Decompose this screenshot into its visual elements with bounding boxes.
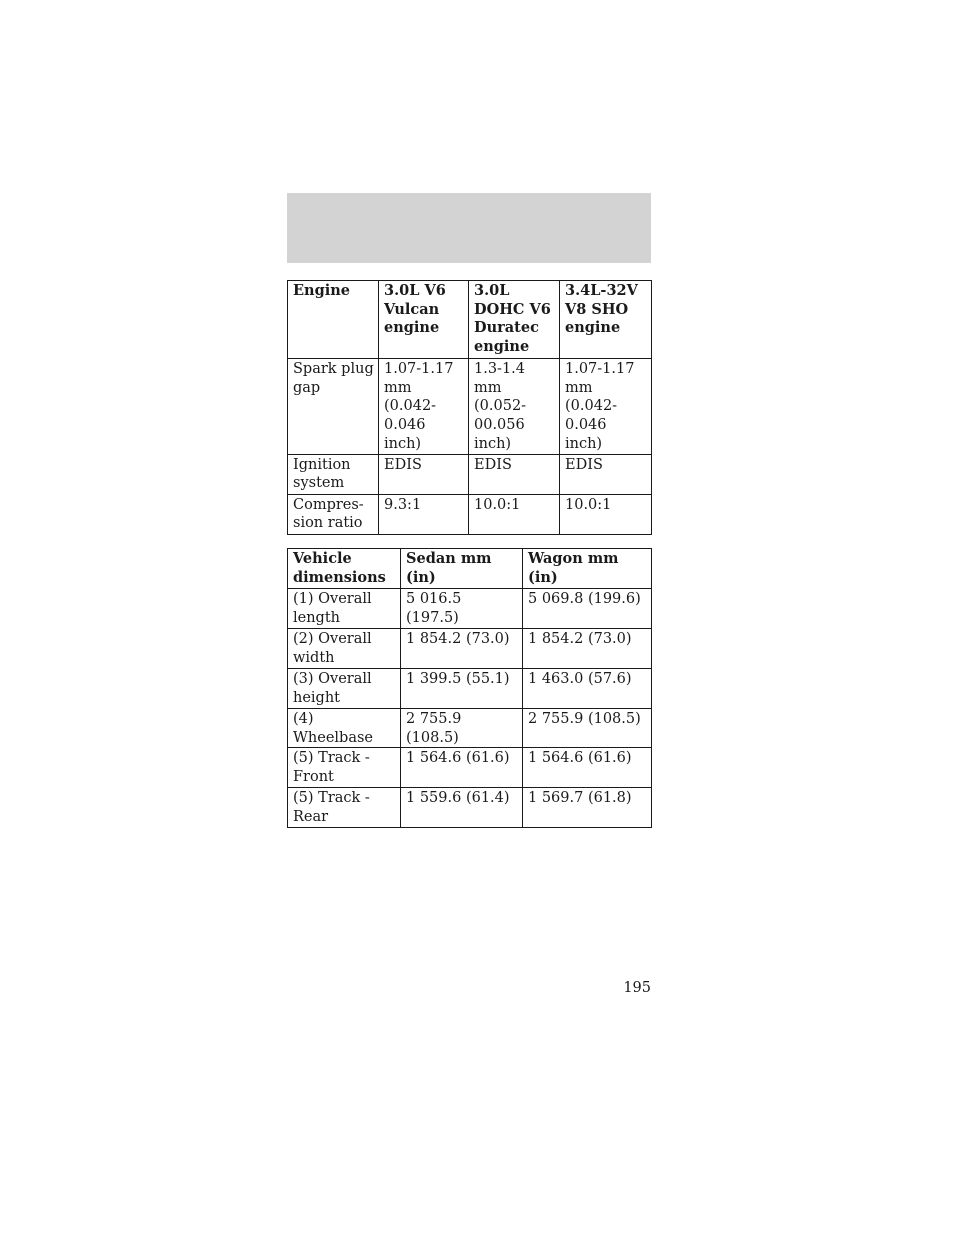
table-cell: (5) Track - Rear — [288, 788, 401, 828]
page-number: 195 — [623, 980, 651, 996]
table-cell: EDIS — [379, 454, 469, 494]
table-cell: 1 559.6 (61.4) — [401, 788, 523, 828]
table-cell: 1 564.6 (61.6) — [401, 748, 523, 788]
table-cell: 5 016.5 (197.5) — [401, 589, 523, 629]
table-cell: 2 755.9 (108.5) — [401, 709, 523, 748]
table-cell: 9.3:1 — [379, 494, 469, 534]
table-cell: (3) Overall height — [288, 669, 401, 709]
table-cell: 1 463.0 (57.6) — [523, 669, 652, 709]
table-row — [288, 359, 652, 455]
table-cell: (5) Track - Front — [288, 748, 401, 788]
table-cell: 10.0:1 — [469, 494, 560, 534]
header-cell: Wagon mm (in) — [523, 549, 652, 589]
table-cell: Spark plug gap — [288, 359, 379, 455]
table-cell: 1 564.6 (61.6) — [523, 748, 652, 788]
table-cell: 2 755.9 (108.5) — [523, 709, 652, 748]
table-cell: 1.07-1.17 mm (0.042-0.046 inch) — [560, 359, 652, 455]
table-cell: 1 569.7 (61.8) — [523, 788, 652, 828]
table-cell: 1.07-1.17 mm (0.042-0.046 inch) — [379, 359, 469, 455]
table-row — [288, 748, 652, 788]
table-cell: 1 854.2 (73.0) — [401, 629, 523, 669]
table-cell: 1 399.5 (55.1) — [401, 669, 523, 709]
table-row — [288, 669, 652, 709]
table-row — [288, 629, 652, 669]
vehicle-dimensions-table — [287, 548, 652, 828]
table-cell: (2) Overall width — [288, 629, 401, 669]
table-header-row — [288, 281, 652, 359]
table-cell: (1) Overall length — [288, 589, 401, 629]
section-header-band — [287, 193, 651, 263]
header-cell: 3.0L V6 Vulcan engine — [379, 281, 469, 359]
table-header-row — [288, 549, 652, 589]
table-row — [288, 709, 652, 748]
table-cell: (4) Wheelbase — [288, 709, 401, 748]
table-cell: 1 854.2 (73.0) — [523, 629, 652, 669]
header-cell: 3.4L-32V V8 SHO engine — [560, 281, 652, 359]
header-cell: Engine — [288, 281, 379, 359]
table-cell: Compres-sion ratio — [288, 494, 379, 534]
table-cell: Ignition system — [288, 454, 379, 494]
table-row — [288, 788, 652, 828]
header-cell: Vehicle dimensions — [288, 549, 401, 589]
engine-specifications-table — [287, 280, 652, 535]
table-row — [288, 494, 652, 534]
table-cell: 1.3-1.4 mm (0.052-00.056 inch) — [469, 359, 560, 455]
header-cell: Sedan mm (in) — [401, 549, 523, 589]
table-row — [288, 454, 652, 494]
table-cell: 5 069.8 (199.6) — [523, 589, 652, 629]
table-cell: EDIS — [560, 454, 652, 494]
table-row — [288, 589, 652, 629]
header-cell: 3.0L DOHC V6 Duratec engine — [469, 281, 560, 359]
table-cell: EDIS — [469, 454, 560, 494]
table-cell: 10.0:1 — [560, 494, 652, 534]
